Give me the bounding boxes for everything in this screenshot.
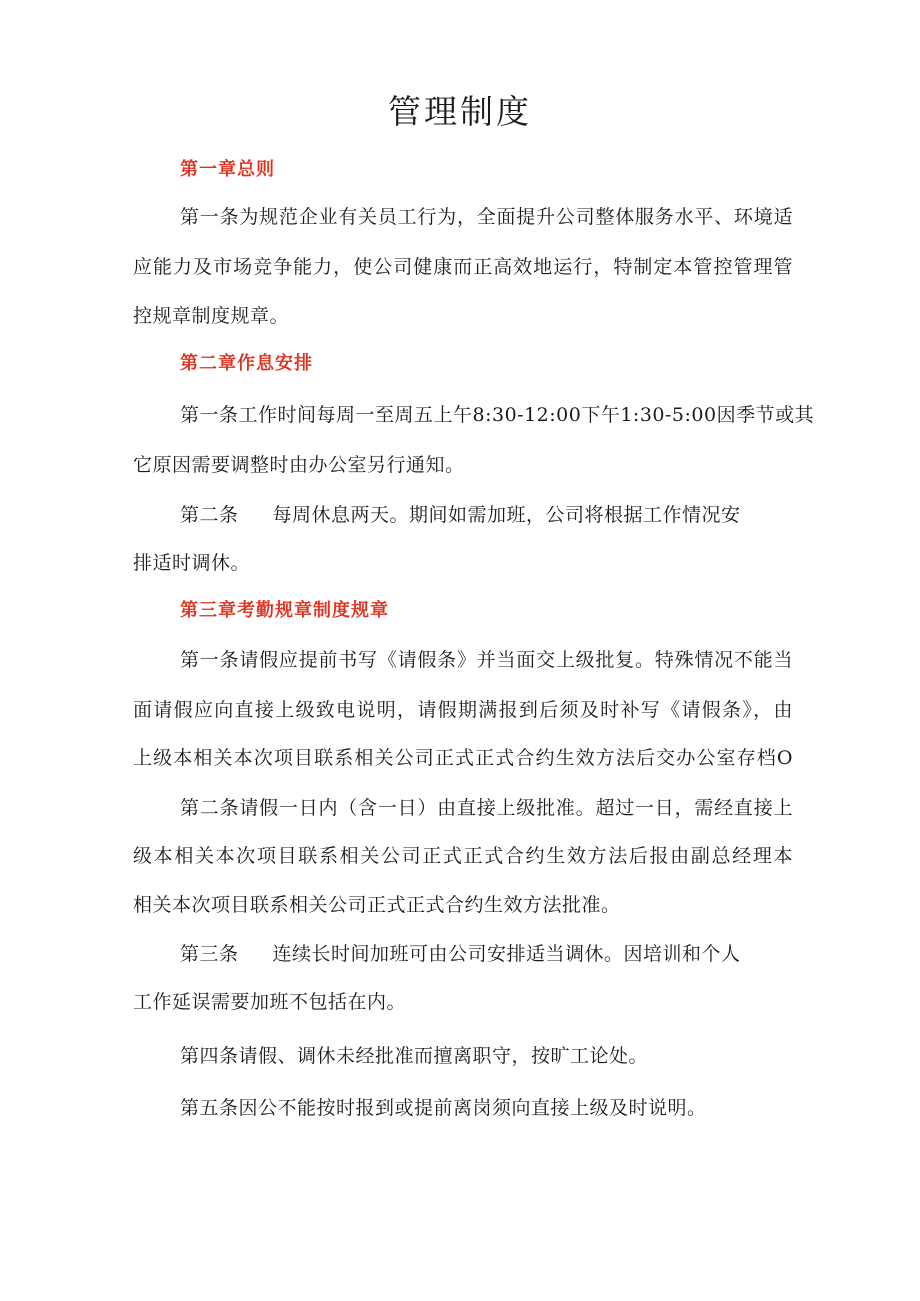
chapter-1-article-1-line-1: 第一条为规范企业有关员工行为，全面提升公司整体服务水平、环境适 (180, 206, 793, 228)
chapter-3-article-2-line-2: 级本相关本次项目联系相关公司正式正式合约生效方法后报由副总经理本 (133, 845, 793, 867)
document-title: 管理制度 (388, 92, 532, 131)
chapter-1-article-1-line-3: 控规章制度规章。 (133, 305, 290, 327)
chapter-3-article-4: 第四条请假、调休未经批准而擅离职守，按旷工论处。 (180, 1045, 649, 1067)
chapter-3-article-5: 第五条因公不能按时报到或提前离岗须向直接上级及时说明。 (180, 1097, 707, 1119)
chapter-2-heading: 第二章作息安排 (180, 353, 313, 374)
article-3-text: 连续长时间加班可由公司安排适当调休。因培训和个人 (272, 943, 741, 965)
chapter-2-article-1-line-2: 它原因需要调整时由办公室另行通知。 (133, 454, 465, 476)
chapter-1-article-1-line-2: 应能力及市场竞争能力，使公司健康而正高效地运行，特制定本管控管理管 (133, 256, 793, 278)
chapter-3-article-3-line-1 (180, 941, 741, 967)
article-2-text: 每周休息两天。期间如需加班，公司将根据工作情况安 (272, 504, 741, 526)
chapter-2-article-1-line-1: 第一条工作时间每周一至周五上午8:30-12:00下午1:30-5:00因季节或其 (180, 404, 815, 426)
chapter-3-article-1-line-1: 第一条请假应提前书写《请假条》并当面交上级批复。特殊情况不能当 (180, 649, 793, 671)
chapter-1-heading: 第一章总则 (180, 159, 275, 180)
chapter-3-article-2-line-3: 相关本次项目联系相关公司正式正式合约生效方法批准。 (133, 894, 621, 916)
article-3-label: 第三条 (180, 943, 239, 965)
chapter-3-article-3-line-2: 工作延误需要加班不包括在内。 (133, 991, 407, 1013)
article-2-label: 第二条 (180, 504, 239, 526)
chapter-3-article-1-line-2: 面请假应向直接上级致电说明，请假期满报到后须及时补写《请假条》，由 (133, 699, 793, 721)
chapter-3-article-1-line-3: 上级本相关本次项目联系相关公司正式正式合约生效方法后交办公室存档O (133, 747, 793, 769)
chapter-3-article-2-line-1: 第二条请假一日内（含一日）由直接上级批准。超过一日，需经直接上 (180, 797, 793, 819)
chapter-2-article-2-line-1 (180, 502, 741, 528)
chapter-2-article-2-line-2: 排适时调休。 (133, 552, 251, 574)
chapter-3-heading: 第三章考勤规章制度规章 (180, 600, 389, 621)
